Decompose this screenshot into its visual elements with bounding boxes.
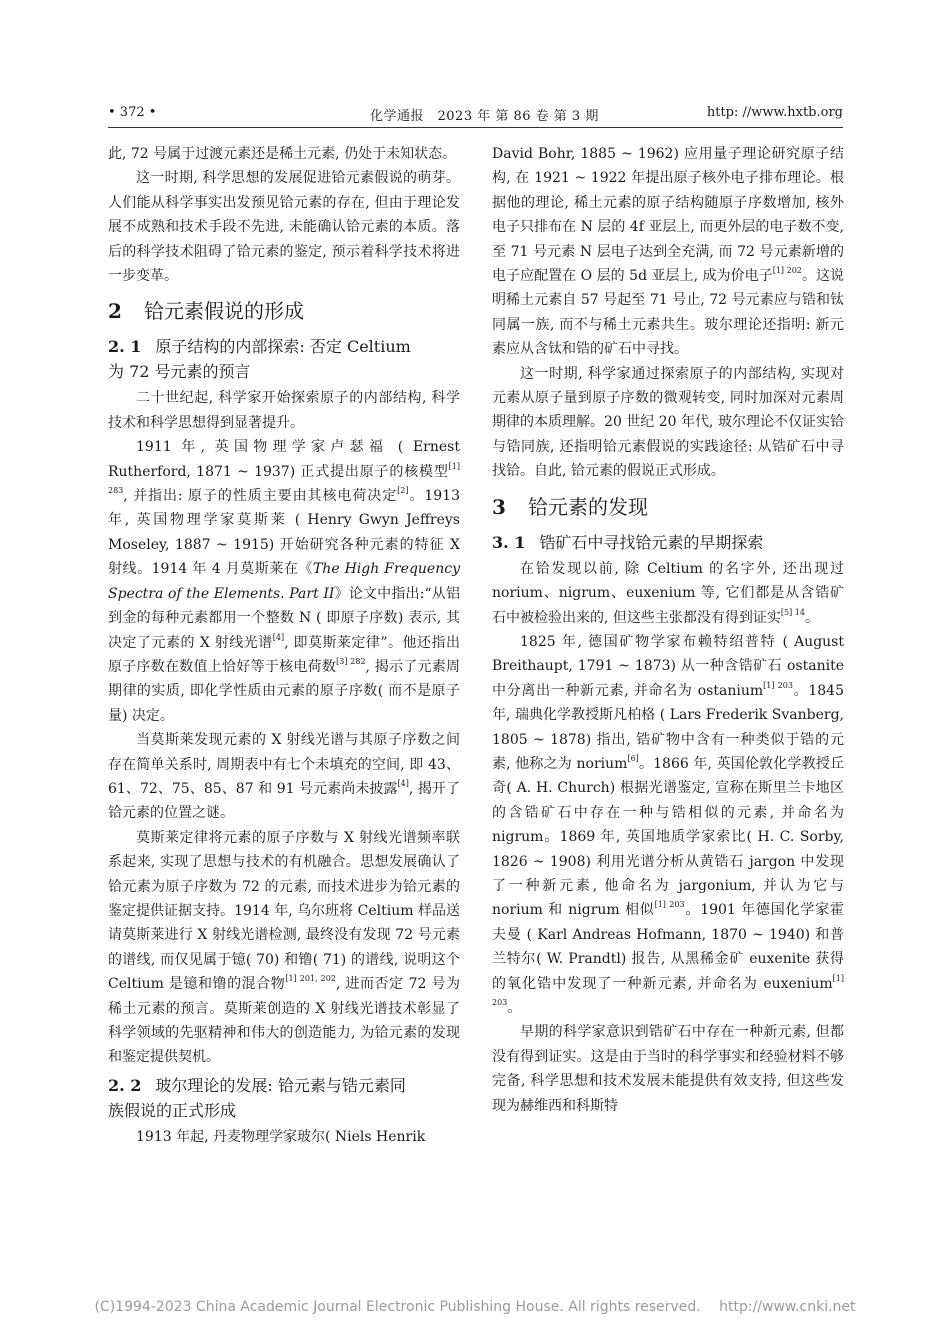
section-3-heading <box>492 492 844 522</box>
text-run: 。这说明稀土元素自 57 号起至 71 号止, 72 号元素应与锆和钛同属一族, 而不与稀土元素共生。玻尔理论还指明: 新元素应从含钛和锆的矿石中寻找。 <box>492 268 845 358</box>
paragraph-periodic-gaps <box>108 728 460 826</box>
paragraph-bohr-start: 1913 年起, 丹麦物理学家玻尔( Niels Henrik <box>136 1128 426 1145</box>
subsection-title-line2: 族假说的正式形成 <box>108 1100 237 1120</box>
citation: [1] 202 <box>772 266 802 276</box>
text-run: 。1845 年, 瑞典化学教授斯凡柏格 ( Lars Frederik Svanberg, 1805 ~ 1878) 指出, 锆矿物中含有一种类似于锆的元素, 他称之为 norium <box>492 682 844 772</box>
header-rule <box>108 127 843 128</box>
text-run: , 揭示了元素周期律的实质, 即化学性质由元素的原子序数( 而不是原子量) 决定。 <box>108 658 460 724</box>
book-title: The High Frequency Spectra of the Elements. Part II <box>108 561 460 602</box>
section-number: 2 <box>108 299 122 324</box>
text-run: David Bohr, 1885 ~ 1962) 应用量子理论研究原子结构, 在 1921 ~ 1922 年提出原子核外电子排布理论。根据他的理论, 稀土元素的原子结构随原子序数增加, 核外电子只排布在 N 层的 4f 亚层上, 而更外层的电子数不变, 至 71 号元素 N 层电子达到全充满, 而 72 号元素新增的电子应配置在 O 层的 5d 亚层上, 成为价电子 <box>492 146 844 285</box>
paragraph-micro-transition: 这一时期, 科学家通过探索原子的内部结构, 实现对元素从原子量到原子序数的微观转变, 同时加深对元素周期律的本质理解。20 世纪 20 年代, 玻尔理论不仅证实铪与锆同族, 还指明铪元素假说的实践途径: 从锆矿石中寻找铪。自此, 铪元素的假说正式形成。 <box>492 365 844 480</box>
paragraph-moseley-law <box>108 826 460 1070</box>
right-column <box>492 142 844 1118</box>
section-2-heading <box>108 296 460 326</box>
subsection-2-2-heading <box>108 1073 460 1123</box>
journal-url: http: //www.hxtb.org <box>706 105 843 120</box>
subsection-3-1-heading <box>492 530 844 555</box>
subsection-number: 2. 1 <box>108 337 142 357</box>
subsection-title-line1: 原子结构的内部探索: 否定 Celtium <box>155 337 411 357</box>
subsection-title: 锆矿石中寻找铪元素的早期探索 <box>539 532 764 552</box>
text-run: 莫斯莱定律将元素的原子序数与 X 射线光谱频率联系起来, 实现了思想与技术的有机融合。思想发展确认了铪元素为原子序数为 72 的元素, 而技术进步为铪元素的鉴定提供证据支持。1914 年, 乌尔班将 Celtium 样品送请莫斯莱进行 X 射线光谱检测, 最终没有发现 72 号元素的谱线, 而仅见属于镱( 70) 和镥( 71) 的谱线, 说明这个 Celtium 是镱和镥的混合物 <box>108 829 460 993</box>
paragraph-early-names <box>492 557 844 630</box>
text-run: , 进而否定 72 号为稀土元素的预言。莫斯莱创造的 X 射线光谱技术彰显了科学领域的先驱精神和伟大的创造能力, 为铪元素的发现和鉴定提供契机。 <box>108 976 461 1066</box>
text-run: , 并指出: 原子的性质主要由其核电荷决定 <box>123 488 398 505</box>
text-run: 。1901 年德国化学家霍夫曼 ( Karl Andreas Hofmann, 1870 ~ 1940) 和普兰特尔( W. Prandtl) 报告, 从黑稀金矿 euxenite 获得的氧化锆中发现了一种新元素, 并命名为 euxenium <box>492 902 844 992</box>
paragraph-early-discoveries <box>492 630 844 1021</box>
text-run: 。 <box>507 1000 522 1016</box>
citation: [5] 14 <box>780 607 805 617</box>
citation: [3] 282 <box>336 656 366 666</box>
subsection-title-line2: 为 72 号元素的预言 <box>108 362 251 382</box>
paragraph-early-conclusion: 早期的科学家意识到锆矿石中存在一种新元素, 但都没有得到证实。这是由于当时的科学事实和经验材料不够完备, 科学思想和技术发展未能提供有效支持, 但这些发现为赫维西和科斯特 <box>492 1024 844 1114</box>
page-number: • 372 • <box>108 105 157 120</box>
citation: [6] <box>627 753 639 763</box>
text-run: , 揭开了铪元素的位置之谜。 <box>108 780 460 822</box>
citation: [1] 203 <box>492 973 844 1007</box>
subsection-title-line1: 玻尔理论的发展: 铪元素与锆元素同 <box>155 1075 406 1095</box>
citation: [1] 201, 202 <box>285 974 336 984</box>
paragraph-rutherford-moseley <box>108 435 460 728</box>
paragraph-bohr-theory <box>492 142 844 362</box>
text-run: 。1866 年, 英国伦敦化学教授丘奇( A. H. Church) 根据光谱鉴定, 宣称在斯里兰卡地区的含锆矿石中存在一种与锆相似的元素, 并命名为 nigrum。1869 年, 英国地质学家索比( H. C. Sorby, 1826 ~ 1908) 利用光谱分析从黄锆石 jargon 中发现了一种新元素, 他命名为 jargonium, 并认为它与 norium 和 nigrum 相似 <box>492 755 844 919</box>
copyright-footer: (C)1994-2023 China Academic Journal Electronic Publishing House. All rights reserved. http://www.cnki.net <box>94 1299 856 1315</box>
subsection-number: 2. 2 <box>108 1075 142 1095</box>
running-header <box>108 103 843 125</box>
citation: [1] 283 <box>108 461 460 496</box>
text-run: 当莫斯莱发现元素的 X 射线光谱与其原子序数之间存在简单关系时, 周期表中有七个未填充的空间, 即 43、61、72、75、85、87 和 91 号元素尚未披露 <box>108 732 460 797</box>
text-run: 》论文中指出:“从铝到金的每种元素都用一个整数 N ( 即原子序数) 表示, 其决定了元素的 X 射线光谱 <box>108 585 460 651</box>
subsection-number: 3. 1 <box>492 532 526 552</box>
text-run: 1911 年, 英国物理学家卢瑟福 ( Ernest Rutherford, 1871 ~ 1937) 正式提出原子的核模型 <box>108 439 460 480</box>
citation: [4] <box>397 778 409 788</box>
text-run: 。 <box>804 609 819 626</box>
citation: [1] 203 <box>654 900 685 910</box>
citation: [1] 203 <box>763 680 793 690</box>
section-title: 铪元素的发现 <box>528 494 648 519</box>
text-run: 1825 年, 德国矿物学家布赖特绍普特 ( August Breithaupt, 1791 ~ 1873) 从一种含锆矿石 ostanite 中分离出一种新元素, 并命名为 ostanium <box>492 633 844 699</box>
citation: [2] <box>397 486 409 496</box>
paragraph-intro: 此, 72 号属于过渡元素还是稀土元素, 仍处于未知状态。 <box>108 146 457 162</box>
left-column <box>108 142 460 1149</box>
text-run: , 即莫斯莱定律”。他还指出原子序数在数值上恰好等于核电荷数 <box>108 634 460 675</box>
section-number: 3 <box>492 494 506 519</box>
text-run: 。1913 年, 英国物理学家莫斯莱 ( Henry Gwyn Jeffreys Moseley, 1887 ~ 1915) 开始研究各种元素的特征 X 射线。1914 年 4 月莫斯莱在《 <box>108 488 460 578</box>
subsection-2-1-heading <box>108 334 460 384</box>
paragraph-era: 这一时期, 科学思想的发展促进铪元素假说的萌芽。人们能从科学事实出发预见铪元素的存在, 但由于理论发展不成熟和技术手段不先进, 未能确认铪元素的本质。落后的科学技术阻碍了铪元素的鉴定, 预示着科学技术将进一步变革。 <box>108 170 460 285</box>
text-run: 在铪发现以前, 除 Celtium 的名字外, 还出现过 norium、nigrum、euxenium 等, 它们都是从含锆矿石中被检验出来的, 但这些主张都没有得到证实 <box>492 560 844 626</box>
citation: [4] <box>272 632 285 642</box>
section-title: 铪元素假说的形成 <box>144 299 304 324</box>
paragraph-20th-century: 二十世纪起, 科学家开始探索原子的内部结构, 科学技术和科学思想得到显著提升。 <box>108 390 460 431</box>
journal-title: 化学通报 2023 年 第 86 卷 第 3 期 <box>370 109 599 124</box>
